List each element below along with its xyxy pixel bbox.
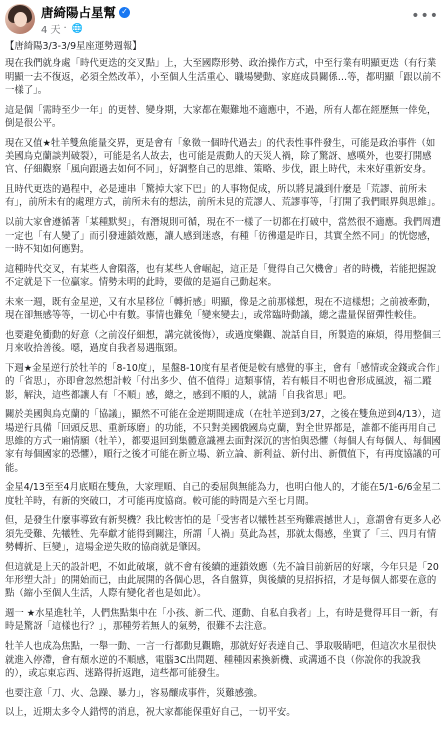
globe-icon: 🌐 xyxy=(71,23,83,34)
verified-badge-icon: ✓ xyxy=(119,7,130,18)
post-paragraph: 這種時代交叉，有某些人會隕落，也有某些人會崛起，這正是「覺得自己欠機會」者的時機，若能把握說不定就是下一位贏家。情勢未明的此時，要做的是逼自己動起來。 xyxy=(5,263,437,288)
post-paragraph: 未來一週，既有金星逆，又有水星移位「轉折感」明顯，像是之前那樣想，現在不這樣想；之前被牽動，現在卻無感等等，一切心中有數。事情也難免「變來變去」，或常臨時動議，總之盡量保留彈性較佳。 xyxy=(5,296,437,322)
author-name-link[interactable]: 唐綺陽占星幫 xyxy=(41,5,117,20)
post-title: 【唐綺陽3/3-3/9星座運勢週報】 xyxy=(5,41,142,52)
post-header xyxy=(0,0,447,40)
post-paragraph: 下週★金星逆行於牡羊的「8-10度」，星盤8-10度有星者便是較有感覺的事主，會有「感情或金錢或合作」的「省思」，亦即會忽然想計較「付出多少、值不值得」這類事情，若有帳目不明也會形成風波，福二蹤影，解決，這些都讓人有「不順」感，總之，感到不順的人，就請「自我省思」吧。 xyxy=(5,362,441,401)
post-paragraph: 這是個「需時至少一年」的更替、變身期，大家都在艱難地不適應中，不過，所有人都在經歷無一倖免，倒是很公平。 xyxy=(5,104,437,129)
more-options-icon[interactable]: ••• xyxy=(411,8,439,24)
post-paragraph: 但這就是上天的設計吧，不如此破壞，就不會有後續的連鎖效應（先不論目前新居的好壞，今年只是「20年形塑大計」的開始而已，由此展開的各個心思，各自盤算，與後續的見招拆招，才是每個人都要在意的點（縮小至個人生活，人際有變化者也是如此）。 xyxy=(5,561,439,600)
post-paragraph: 週一 ★水星進牡羊，人們焦點集中在「小孩、新二代、運動、自私自我者」上，有時是覺得耳目一新，有時是驚訝「這樣也行？」，那種勞若無人的氣勢，很難不去注意。 xyxy=(5,608,439,633)
avatar-face xyxy=(14,12,27,27)
post-paragraph: 但，是發生什麼事導致有新契機？我比較害怕的是「受害者以犧牲甚至殉難震撼世人」，意謂會有更多人必須先受難、先犧牲、先奉獻才能得到關注，所謂「人禍」莫此為甚，那就太傷感，坐實了「三、四月有情勢轉折、巨變」，這場金逆失敗的協商就是肇因。 xyxy=(5,515,441,553)
post-meta xyxy=(41,21,83,36)
post-paragraph: 現在我們就身處「時代更迭的交叉點」上，大至國際形勢、政治操作方式，中至行業有明顯更迭（有行業明顯一去不復返，必須全然改革），小至個人生活重心、職場變動、家庭成員關係…等，都明顯「跟以前不一樣了」。 xyxy=(5,58,441,96)
post-body xyxy=(5,40,441,726)
meta-separator: · xyxy=(63,23,67,34)
post-paragraph: 關於美國與烏克蘭的「協議」，顯然不可能在金逆期間達成（在牡羊逆到3/27，之後在雙魚逆到4/13），這場逆行具備「回頭反思、重新琢磨」的功能，不只對美國俄國烏克蘭，對全世界都是，誰都不能再用自己思維的方式一廂情願（牡羊），都要退回到集體意識裡去面對深沉的害怕與恐懼（每個人有每個人、每個國家有每個國家的恐懼），順行之後才可能在新立場、新立論、新利益、新付出、新價值下，有再度協議的可能。 xyxy=(5,409,441,474)
post-paragraph: 也要注意「刀、火、急躁、暴力」，容易釀成事件，災難感強。 xyxy=(5,687,263,699)
post-paragraph: 且時代更迭的過程中，必是連串「驚掉大家下巴」的人事物促成，所以將見識到什麼是「荒謬、前所未有」，前所未有的處理方式，前所未有的想法，前所未見的荒謬人、荒謬事等，「打開了我們眼界與思維」。 xyxy=(5,184,441,209)
post-paragraph: 以前大家會遵循著「某種默契」，有潛規則可循，現在不一樣了一切都在打破中，當然很不適應。我們周遭一定也「有人變了」而引發連鎖效應，讓人感到迷惑，有種「彷彿還是昨日，其實全然不同」的恍惚感，一時不知如何應對。 xyxy=(5,217,441,255)
post-paragraph: 牡羊人也成為焦點，一舉一動、一言一行都動見觀瞻，那就好好表達自己、爭取吸睛吧，但這次水星很快就進入停滯，會有頹水逆的不順感，電腦3C出問題、種種因素換新機、或溝通不良（你說你的我說我的），或忘東忘西、迷路得折返跑，這些都可能發生。 xyxy=(5,641,437,679)
post-time-link[interactable]: 4 天 xyxy=(41,25,61,36)
post-paragraph: 現在又值★牡羊雙魚能量交界，更是會有「象徵一個時代過去」的代表性事件發生，可能是政治事件（如美國烏克蘭談判破裂），可能是名人故去，也可能是震動人的天災人禍，除了驚訝、感嘆外，也要打開感官、仔細觀察「風向跟過去如何不同」，好調整自己的思維、策略、步伐，跟上時代，未來好重新安身。 xyxy=(5,137,436,176)
author-row xyxy=(41,4,130,20)
post-paragraph: 以上，近期太多令人錯愕的消息，祝大家都能保重好自己，一切平安。 xyxy=(5,707,296,719)
post-paragraph: 也要避免衝動的好意（之前沒仔細想，講完就後悔），或過度樂觀、說話自目，所製造的麻煩，得用整個三月來收拾善後。噁，過度自我者易遇瓶頸。 xyxy=(5,329,441,355)
post-paragraph: 金星4/13至至4月底順在雙魚，大家理順、自己的委屈與無能為力，也明白他人的，才能在5/1-6/6金星二度牡羊時，有新的突破口，才可能再度協商。較可能的時間是六至七月間。 xyxy=(5,482,441,507)
avatar[interactable] xyxy=(5,4,35,34)
